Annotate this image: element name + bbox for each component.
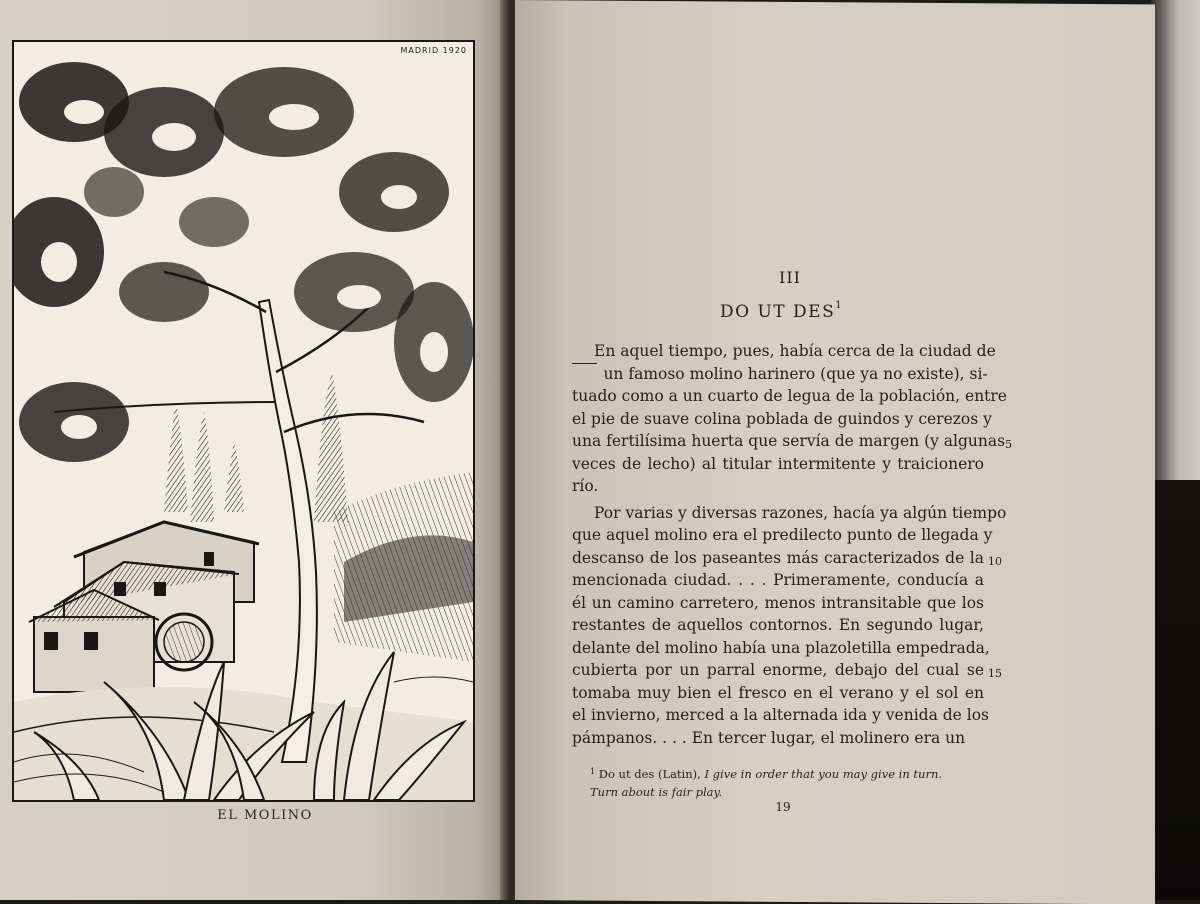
text-line-content: Por varias y diversas razones, hacía ya algún tiempo [594,503,1007,522]
text-line [572,659,1002,682]
engraving-image [14,42,473,800]
line-number [990,637,1002,660]
text-line-content: río. [572,477,599,495]
illustration-caption: EL MOLINO [217,808,313,823]
text-line [572,637,1002,660]
text-line-content: que aquel molino era el predilecto punto de llegada y [572,526,993,544]
line-number [992,408,1002,431]
text-line [572,614,1002,637]
text-line-content: cubierta por un parral enorme, debajo del cual se [572,661,984,679]
footnote-translation-2: Turn about is fair play. [590,785,723,799]
chapter-number: III [779,268,801,287]
left-page [0,0,512,900]
text-line-content: En aquel tiempo, pues, había cerca de la ciudad de [594,342,996,360]
mill-illustration [12,40,475,802]
text-line [572,704,1002,727]
footnote [590,766,990,801]
line-number [984,614,1002,637]
omitted-name-dash [572,363,597,386]
line-number [989,704,1002,727]
footnote-reference: 1 [835,300,844,312]
text-line-content: el invierno, merced a la alternada ida y venida de los [572,706,990,724]
text-line [572,569,1002,592]
text-line [572,475,1002,498]
line-number [984,682,1002,705]
line-number [992,524,1002,547]
text-line-content: tuado como a un cuarto de legua de la población, entre [572,387,1007,405]
line-number [984,475,1002,498]
line-number [984,569,1002,592]
chapter-title-text: DO UT DES [720,302,836,322]
text-line [572,363,1002,386]
text-line-content: descanso de los paseantes más caracterizados de la [572,548,984,567]
footnote-translation-1: I give in order that you may give in turn. [704,767,943,781]
line-number: 10 [988,554,1002,568]
text-line-content: pámpanos. . . . En tercer lugar, el molinero era un [572,728,966,747]
text-line-content: restantes de aquellos contornos. En segundo lugar, [572,616,984,634]
text-line [572,408,1002,431]
text-line [572,340,1002,363]
line-number [996,340,1002,363]
text-line [572,524,1002,547]
line-number [984,592,1002,615]
text-line-content: un famoso molino harinero (que ya no existe), si- [603,364,988,383]
line-number [984,727,1002,750]
artist-signature: MADRID 1920 [400,46,467,55]
text-line-content: él un camino carretero, menos intransitable que los [572,593,984,612]
text-line [572,547,1002,570]
line-number [984,453,1002,476]
line-number: 5 [1005,438,1013,451]
line-number [988,363,1002,386]
text-line-content: una fertilísima huerta que servía de margen (y algunas [572,432,1006,450]
chapter-title [720,302,843,322]
footnote-mark: 1 [590,767,596,776]
line-number: 15 [988,667,1002,680]
footnote-term: Do ut des (Latin), [598,767,701,781]
page-number: 19 [775,800,791,814]
text-line-content: el pie de suave colina poblada de guindos y cerezos y [572,409,992,428]
text-line-content: veces de lecho) al titular intermitente y traicionero [572,454,984,473]
body-text [572,340,1013,749]
text-line [572,727,1002,750]
text-line [572,453,1002,476]
text-line-content: delante del molino había una plazoletilla empedrada, [572,638,990,657]
text-line-content: tomaba muy bien el fresco en el verano y el sol en [572,683,984,702]
text-line [572,592,1002,615]
text-line [572,430,1013,453]
text-line [572,385,1007,408]
text-line-content: mencionada ciudad. . . . Primeramente, conducía a [572,571,984,589]
text-line [572,682,1002,705]
text-line [572,502,1007,525]
